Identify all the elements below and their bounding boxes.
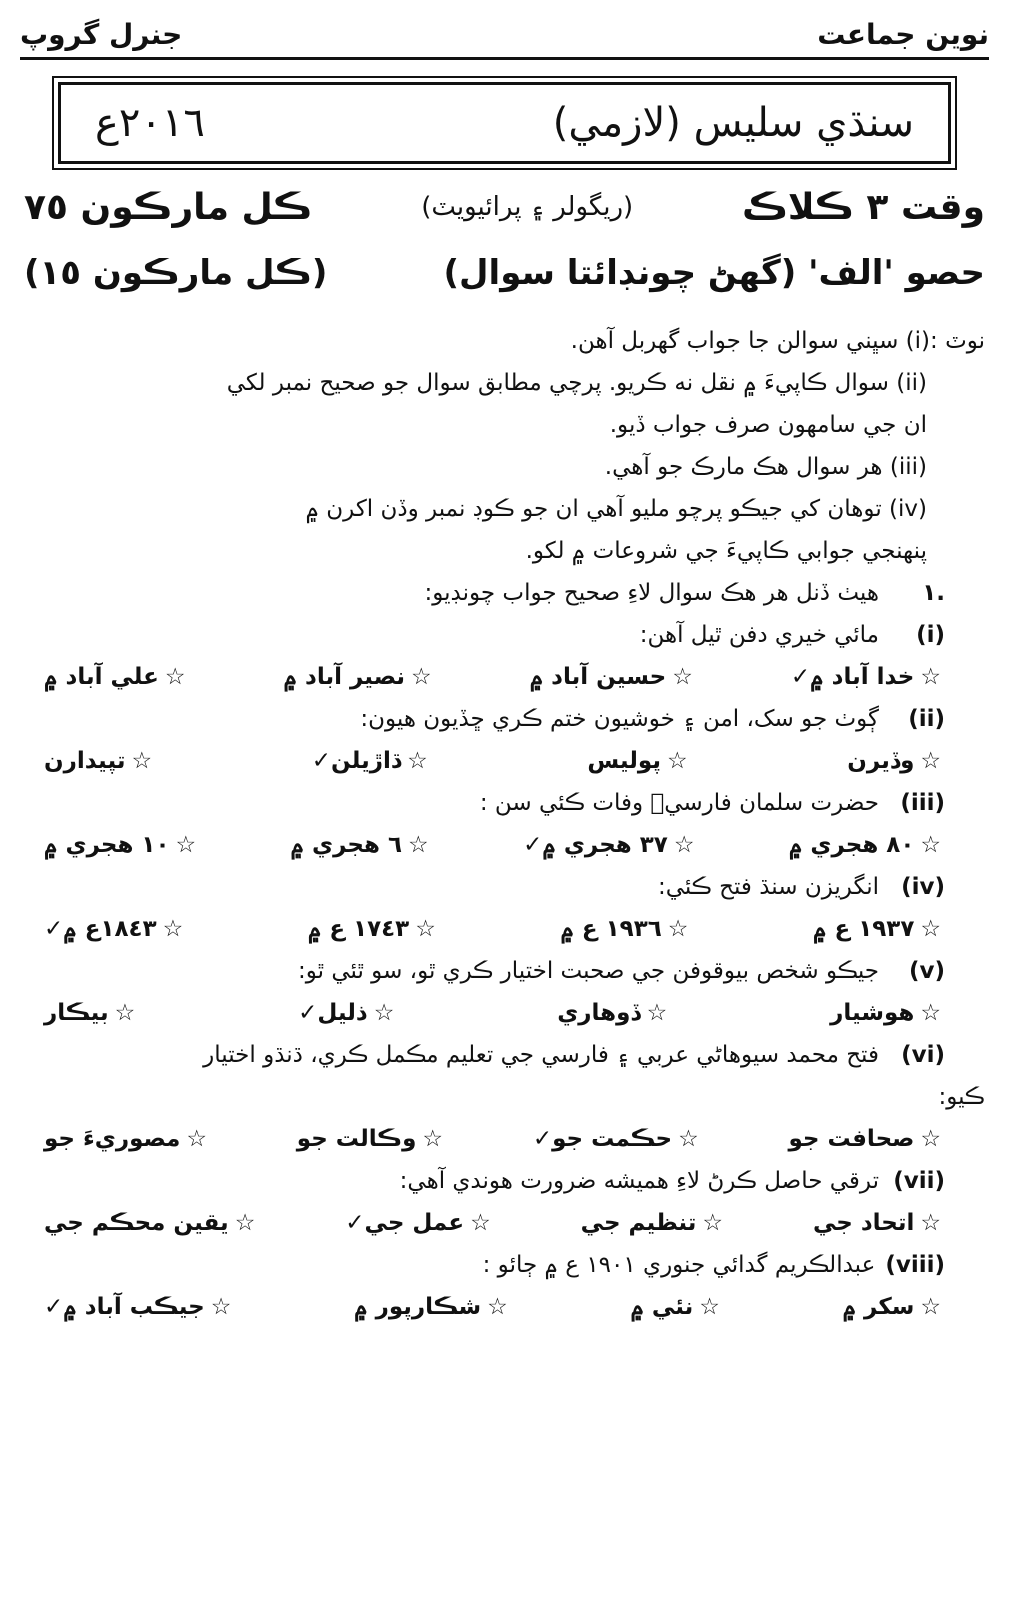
note-line: (iii) هر سوال هڪ مارڪ جو آهي. [604, 453, 927, 480]
section-heading [24, 248, 985, 298]
star-icon: ☆ [114, 999, 136, 1026]
question [24, 614, 985, 656]
note-line: پنهنجي جوابي ڪاپيءَ جي شروعات ۾ لکو. [525, 537, 927, 564]
option: ☆تنظيم جي [580, 1209, 724, 1236]
question-text: جيڪو شخص بيوقوفن جي صحبت اختيار ڪري ٿو، سو ٿئي ٿو: [298, 957, 879, 984]
option: ☆١٧٤٣ ع ۾ [307, 915, 436, 942]
star-icon: ☆ [411, 663, 432, 690]
star-icon: ☆ [672, 663, 693, 690]
option: ☆٣٧ هجري ۾✓ [523, 831, 695, 858]
option: ☆يقين محڪم جي [44, 1209, 256, 1236]
note-line: ان جي سامهون صرف جواب ڏيو. [609, 411, 927, 438]
star-icon: ☆ [920, 1125, 941, 1152]
star-icon: ☆ [175, 831, 197, 858]
question-number: (iii) [900, 789, 945, 816]
option: ☆وڪالت جو [296, 1125, 444, 1152]
star-icon: ☆ [470, 1209, 491, 1236]
exam-year: ٢٠١٦ع [95, 100, 205, 146]
question-number: (ii) [908, 705, 945, 732]
star-icon: ☆ [131, 747, 153, 774]
question-number: (viii) [885, 1251, 945, 1278]
note-line: (iv) توهان کي جيڪو پرچو مليو آهي ان جو ڪوڊ نمبر وڏن اکرن ۾ [305, 495, 927, 522]
options-row [24, 1118, 985, 1160]
option: ☆اتحاد جي [812, 1209, 941, 1236]
question-number: (v) [908, 957, 945, 984]
star-icon: ☆ [162, 915, 184, 942]
options-row [24, 908, 985, 950]
question [24, 1034, 985, 1076]
subject-title: سنڌي سليس (لازمي) [552, 100, 914, 146]
question-text: ترقي حاصل ڪرڻ لاءِ هميشه ضرورت هوندي آهي: [399, 1167, 879, 1194]
instruction [24, 572, 985, 614]
question [24, 950, 985, 992]
option: ☆عمل جي✓ [345, 1209, 491, 1236]
star-icon: ☆ [678, 1125, 699, 1152]
question-text: ڳوٺ جو سک، امن ۽ خوشيون ختم ڪري ڇڏيون هيون: [360, 705, 879, 732]
question-text: فتح محمد سيوهاڻي عربي ۽ فارسي جي تعليم مڪمل ڪري، ڌنڌو اختيار [203, 1041, 879, 1068]
star-icon: ☆ [407, 747, 428, 774]
star-icon: ☆ [487, 1293, 508, 1320]
question-number: (vi) [901, 1041, 945, 1068]
star-icon: ☆ [422, 1125, 444, 1152]
section-name: حصو 'الف' (گھڻ چونڊائتا سوال) [443, 253, 985, 293]
option: ☆وڏيرن [847, 747, 941, 774]
running-header [20, 14, 989, 54]
option: ☆١٨٤٣ع ۾✓ [44, 915, 184, 942]
star-icon: ☆ [408, 831, 429, 858]
exam-content [24, 320, 985, 1328]
star-icon: ☆ [646, 999, 668, 1026]
option: ☆ڏوهاري [557, 999, 668, 1026]
option: ☆هوشيار [830, 999, 941, 1026]
question-continuation: ڪيو: [938, 1083, 985, 1110]
star-icon: ☆ [920, 1209, 941, 1236]
star-icon: ☆ [666, 747, 688, 774]
option: ☆ڌاڙيلن✓ [311, 747, 428, 774]
options-row [24, 740, 985, 782]
header-rule [20, 57, 989, 60]
option: ☆خدا آباد ۾✓ [790, 663, 941, 690]
option: ☆نئي ۾ [630, 1293, 720, 1320]
option: ☆تپيدارن [44, 747, 153, 774]
option: ☆سکر ۾ [842, 1293, 941, 1320]
star-icon: ☆ [673, 831, 695, 858]
exam-meta [24, 182, 985, 232]
option: ☆جيڪب آباد ۾✓ [44, 1293, 232, 1320]
option: ☆علي آباد ۾ [44, 663, 186, 690]
note-line: نوٽ :(i) سڀني سوالن جا جواب گھربل آھن. [570, 327, 985, 354]
option: ☆مصوريءَ جو [44, 1125, 208, 1152]
question-text: حضرت سلمان فارسيؓ وفات ڪئي سن : [479, 789, 879, 816]
star-icon: ☆ [920, 747, 941, 774]
star-icon: ☆ [234, 1209, 256, 1236]
option: ☆بيڪار [44, 999, 136, 1026]
question [24, 866, 985, 908]
instruction-number: ١. [922, 579, 945, 606]
total-marks: ڪل مارڪون ٧٥ [24, 186, 313, 228]
option: ☆شڪارپور ۾ [354, 1293, 508, 1320]
class-label: نوين جماعت [817, 17, 989, 51]
option: ☆١٩٣٦ ع ۾ [560, 915, 689, 942]
question-number: (iv) [901, 873, 945, 900]
note-line: (ii) سوال ڪاپيءَ ۾ نقل نه ڪريو. پرچي مطابق سوال جو صحيح نمبر لکي [226, 369, 927, 396]
star-icon: ☆ [920, 999, 941, 1026]
star-icon: ☆ [373, 999, 395, 1026]
exam-time: وقت ٣ ڪلاڪ [742, 186, 985, 228]
star-icon: ☆ [920, 663, 941, 690]
option: ☆٨٠ هجري ۾ [788, 831, 941, 858]
exam-type: (ريگولر ۽ پرائيويٽ) [421, 192, 634, 222]
question [24, 1244, 985, 1286]
question [24, 1160, 985, 1202]
option: ☆نصير آباد ۾ [283, 663, 432, 690]
question [24, 782, 985, 824]
option: ☆حڪمت جو✓ [532, 1125, 699, 1152]
section-marks: (ڪل مارڪون ١٥) [24, 253, 328, 293]
option: ☆پوليس [587, 747, 688, 774]
star-icon: ☆ [210, 1293, 232, 1320]
question-text: انگريزن سنڌ فتح ڪئي: [658, 873, 879, 900]
options-row [24, 1286, 985, 1328]
options-row [24, 992, 985, 1034]
star-icon: ☆ [699, 1293, 720, 1320]
option: ☆٦ هجري ۾ [290, 831, 429, 858]
star-icon: ☆ [920, 915, 941, 942]
star-icon: ☆ [702, 1209, 724, 1236]
instruction-text: هيٺ ڏنل هر هڪ سوال لاءِ صحيح جواب چونڊيو: [424, 579, 879, 606]
question-text: عبدالڪريم گدائي جنوري ١٩٠١ ع ۾ ڄائو : [482, 1251, 876, 1278]
star-icon: ☆ [920, 1293, 941, 1320]
star-icon: ☆ [186, 1125, 208, 1152]
star-icon: ☆ [667, 915, 689, 942]
question-number: (i) [916, 621, 945, 648]
question-number: (vii) [893, 1167, 945, 1194]
options-row [24, 1202, 985, 1244]
option: ☆١٩٣٧ ع ۾ [813, 915, 941, 942]
option: ☆حسين آباد ۾ [529, 663, 693, 690]
options-row [24, 824, 985, 866]
star-icon: ☆ [415, 915, 436, 942]
option: ☆صحافت جو [788, 1125, 941, 1152]
title-box [58, 82, 951, 164]
star-icon: ☆ [920, 831, 941, 858]
option: ☆١٠ هجري ۾ [44, 831, 197, 858]
star-icon: ☆ [164, 663, 186, 690]
options-row [24, 656, 985, 698]
option: ☆ذليل✓ [298, 999, 395, 1026]
group-label: جنرل گروپ [20, 17, 183, 51]
question [24, 698, 985, 740]
question-text: مائي خيري دفن ٿيل آهن: [639, 621, 879, 648]
